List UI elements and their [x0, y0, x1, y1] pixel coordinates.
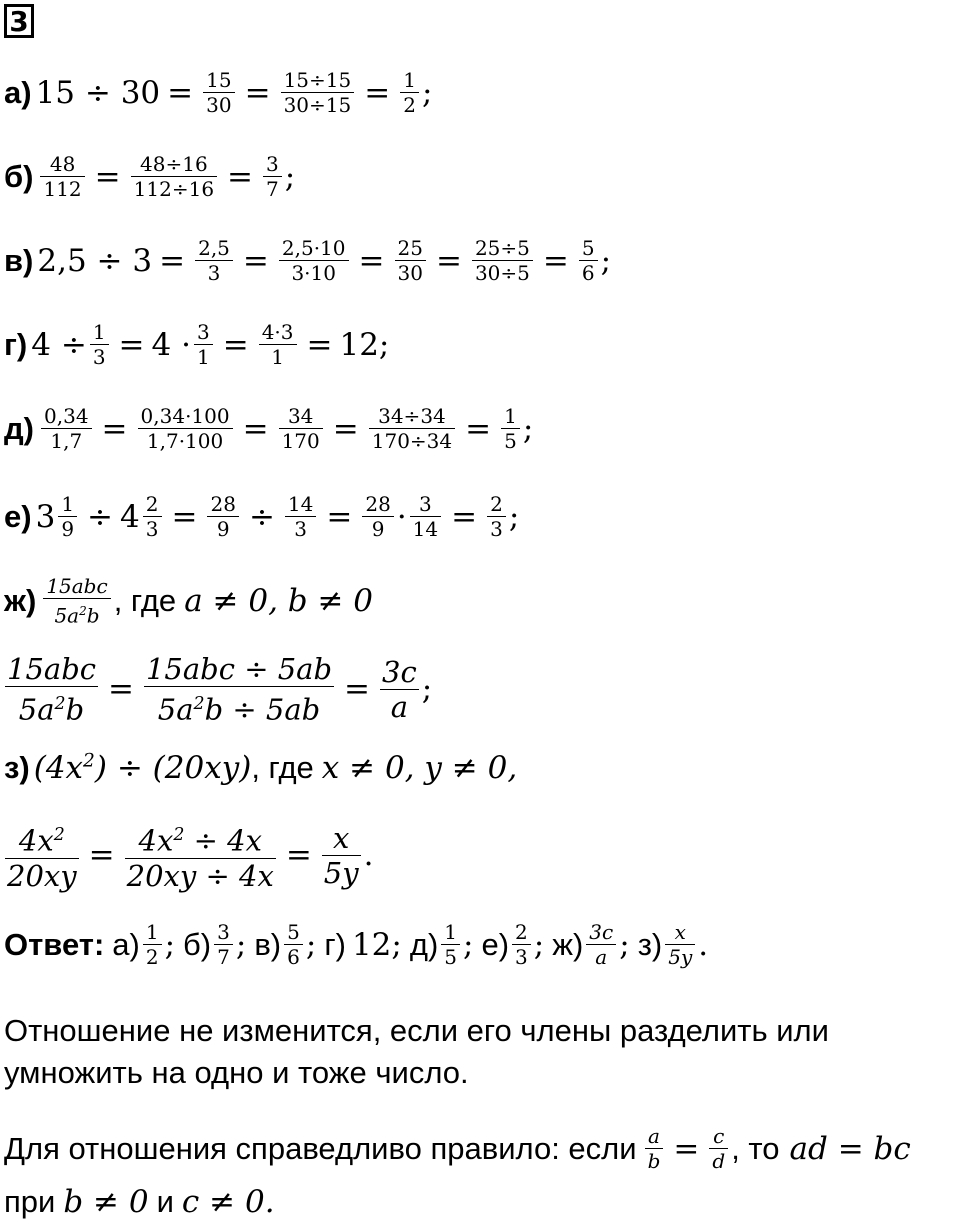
- fraction: 3 7: [263, 152, 282, 201]
- item-a-label: а): [4, 74, 32, 110]
- answer-separator: ;: [533, 926, 545, 963]
- task-number-box: [4, 4, 34, 38]
- fraction: a b: [645, 1124, 664, 1173]
- fraction: 2 3: [143, 492, 162, 541]
- fraction: 28 9: [207, 492, 238, 541]
- fraction: 15abc $5a^2b$: [43, 574, 110, 628]
- answer-item-value: 12: [351, 926, 392, 963]
- fraction: 1 5: [501, 404, 520, 453]
- item-b-label: б): [4, 158, 34, 194]
- item-d: д) 0,34 1,7 = 0,34·100 1,7·100 = 34 170 = 34÷34 170÷34 = 1 5 ;: [4, 404, 534, 453]
- fraction: 0,34·100 1,7·100: [138, 404, 233, 453]
- item-v-label: в): [4, 242, 34, 278]
- fraction: 0,34 1,7: [41, 404, 92, 453]
- fraction: c d: [709, 1124, 728, 1173]
- item-e-label: е): [4, 498, 32, 534]
- paragraph-1-line-1: Отношение не изменится, если его члены разделить или: [4, 1013, 829, 1048]
- answer-separator: ;: [305, 926, 317, 963]
- answer-separator: .: [698, 926, 709, 963]
- answer-item-fraction: 1 5: [441, 920, 460, 969]
- paragraph-2-line-2: при b ≠ 0 и c ≠ 0.: [4, 1184, 275, 1220]
- item-g-label: г): [4, 326, 28, 362]
- answer-item-label: г): [324, 926, 346, 962]
- fraction: 15abc $5a^2b$: [7, 652, 96, 727]
- answer-item-label: а): [112, 926, 140, 962]
- fraction: 48 112: [40, 152, 84, 201]
- item-e: е) 3 1 9 ÷ 4 2 3 = 28 9 ÷ 14 3 = 28 9 · 3 14 = 2 3 ;: [4, 492, 520, 541]
- answer-item-fraction: 3c a: [586, 920, 616, 969]
- answer-item-fraction: x 5y: [665, 920, 695, 969]
- fraction: 3 1: [194, 320, 213, 369]
- paragraph-1: [4, 1010, 829, 1094]
- fraction: 1 9: [58, 492, 77, 541]
- answer-separator: ;: [463, 926, 474, 963]
- fraction: 5 6: [579, 236, 598, 285]
- fraction: 34÷34 170÷34: [369, 404, 455, 453]
- item-d-label: д): [4, 410, 35, 446]
- fraction: 34 170: [279, 404, 323, 453]
- item-z-line2: $4x^2$ 20xy = $4x^2 \div 4x$ 20xy ÷ 4x = x 5y .: [2, 818, 374, 893]
- fraction: 1 3: [90, 320, 109, 369]
- answer-separator: ;: [619, 926, 630, 963]
- answer-item-label: д): [409, 926, 439, 962]
- answer-label: Ответ:: [4, 926, 105, 962]
- item-v: в) 2,5 ÷ 3 = 2,5 3 = 2,5·10 3·10 = 25 30 = 25÷5 30÷5 = 5 6 ;: [4, 236, 612, 285]
- fraction: 1 2: [400, 68, 419, 117]
- fraction: $4x^2 \div 4x$ 20xy ÷ 4x: [126, 823, 274, 893]
- answer-item-fraction: 3 7: [214, 920, 233, 969]
- answer-item-label: е): [481, 926, 510, 962]
- answer-item-fraction: 5 6: [284, 920, 303, 969]
- fraction: 3c a: [382, 654, 417, 724]
- item-g: г) 4 ÷ 1 3 = 4 · 3 1 = 4·3 1 = 12;: [4, 320, 390, 369]
- item-a-lhs: 15 ÷ 30: [35, 74, 161, 111]
- item-b: б) 48 112 = 48÷16 112÷16 = 3 7 ;: [4, 152, 296, 201]
- fraction: 15abc ÷ 5ab $5a^2b \div 5ab$: [145, 652, 333, 727]
- answer-separator: ;: [164, 926, 176, 963]
- item-z: з) $(4x^2) \div (20xy)$ , где x ≠ 0, y ≠ 0,: [4, 750, 518, 786]
- answer-item-label: в): [254, 926, 282, 962]
- answer-item-label: з): [637, 926, 663, 962]
- item-zh-line2: 15abc $5a^2b$ = 15abc ÷ 5ab $5a^2b \div 5ab$ = 3c a ;: [7, 652, 433, 727]
- fraction: 4·3 1: [259, 320, 297, 369]
- fraction: 28 9: [362, 492, 393, 541]
- answer-item-fraction: 1 2: [143, 920, 162, 969]
- paragraph-2-line-1: Для отношения справедливо правило: если a b = c d , то ad = bc: [4, 1124, 911, 1173]
- item-zh: ж) 15abc $5a^2b$ , где a ≠ 0, b ≠ 0: [4, 574, 374, 628]
- answer-item-fraction: 2 3: [512, 920, 531, 969]
- answer-separator: ;: [235, 926, 247, 963]
- answer-separator: ;: [391, 926, 402, 963]
- fraction: 15÷15 30÷15: [281, 68, 355, 117]
- fraction: 3 14: [410, 492, 441, 541]
- fraction: x 5y: [323, 820, 359, 890]
- fraction: 2,5 3: [195, 236, 233, 285]
- item-z-label: з): [4, 750, 30, 785]
- fraction: 48÷16 112÷16: [131, 152, 217, 201]
- paragraph-1-line-2: умножить на одно и тоже число.: [4, 1055, 469, 1090]
- item-zh-label: ж): [4, 582, 37, 618]
- task-number: 3: [9, 4, 29, 38]
- fraction: 14 3: [285, 492, 316, 541]
- item-a: а) 15 ÷ 30 = 15 30 = 15÷15 30÷15 = 1 2 ;: [4, 68, 433, 117]
- fraction: $4x^2$ 20xy: [7, 823, 77, 893]
- answer-item-label: ж): [552, 926, 584, 962]
- fraction: 25÷5 30÷5: [472, 236, 533, 285]
- fraction: 15 30: [203, 68, 234, 117]
- answer-line: [4, 920, 708, 969]
- fraction: 25 30: [395, 236, 426, 285]
- fraction: 2,5·10 3·10: [279, 236, 349, 285]
- answer-item-label: б): [183, 926, 212, 962]
- fraction: 2 3: [487, 492, 506, 541]
